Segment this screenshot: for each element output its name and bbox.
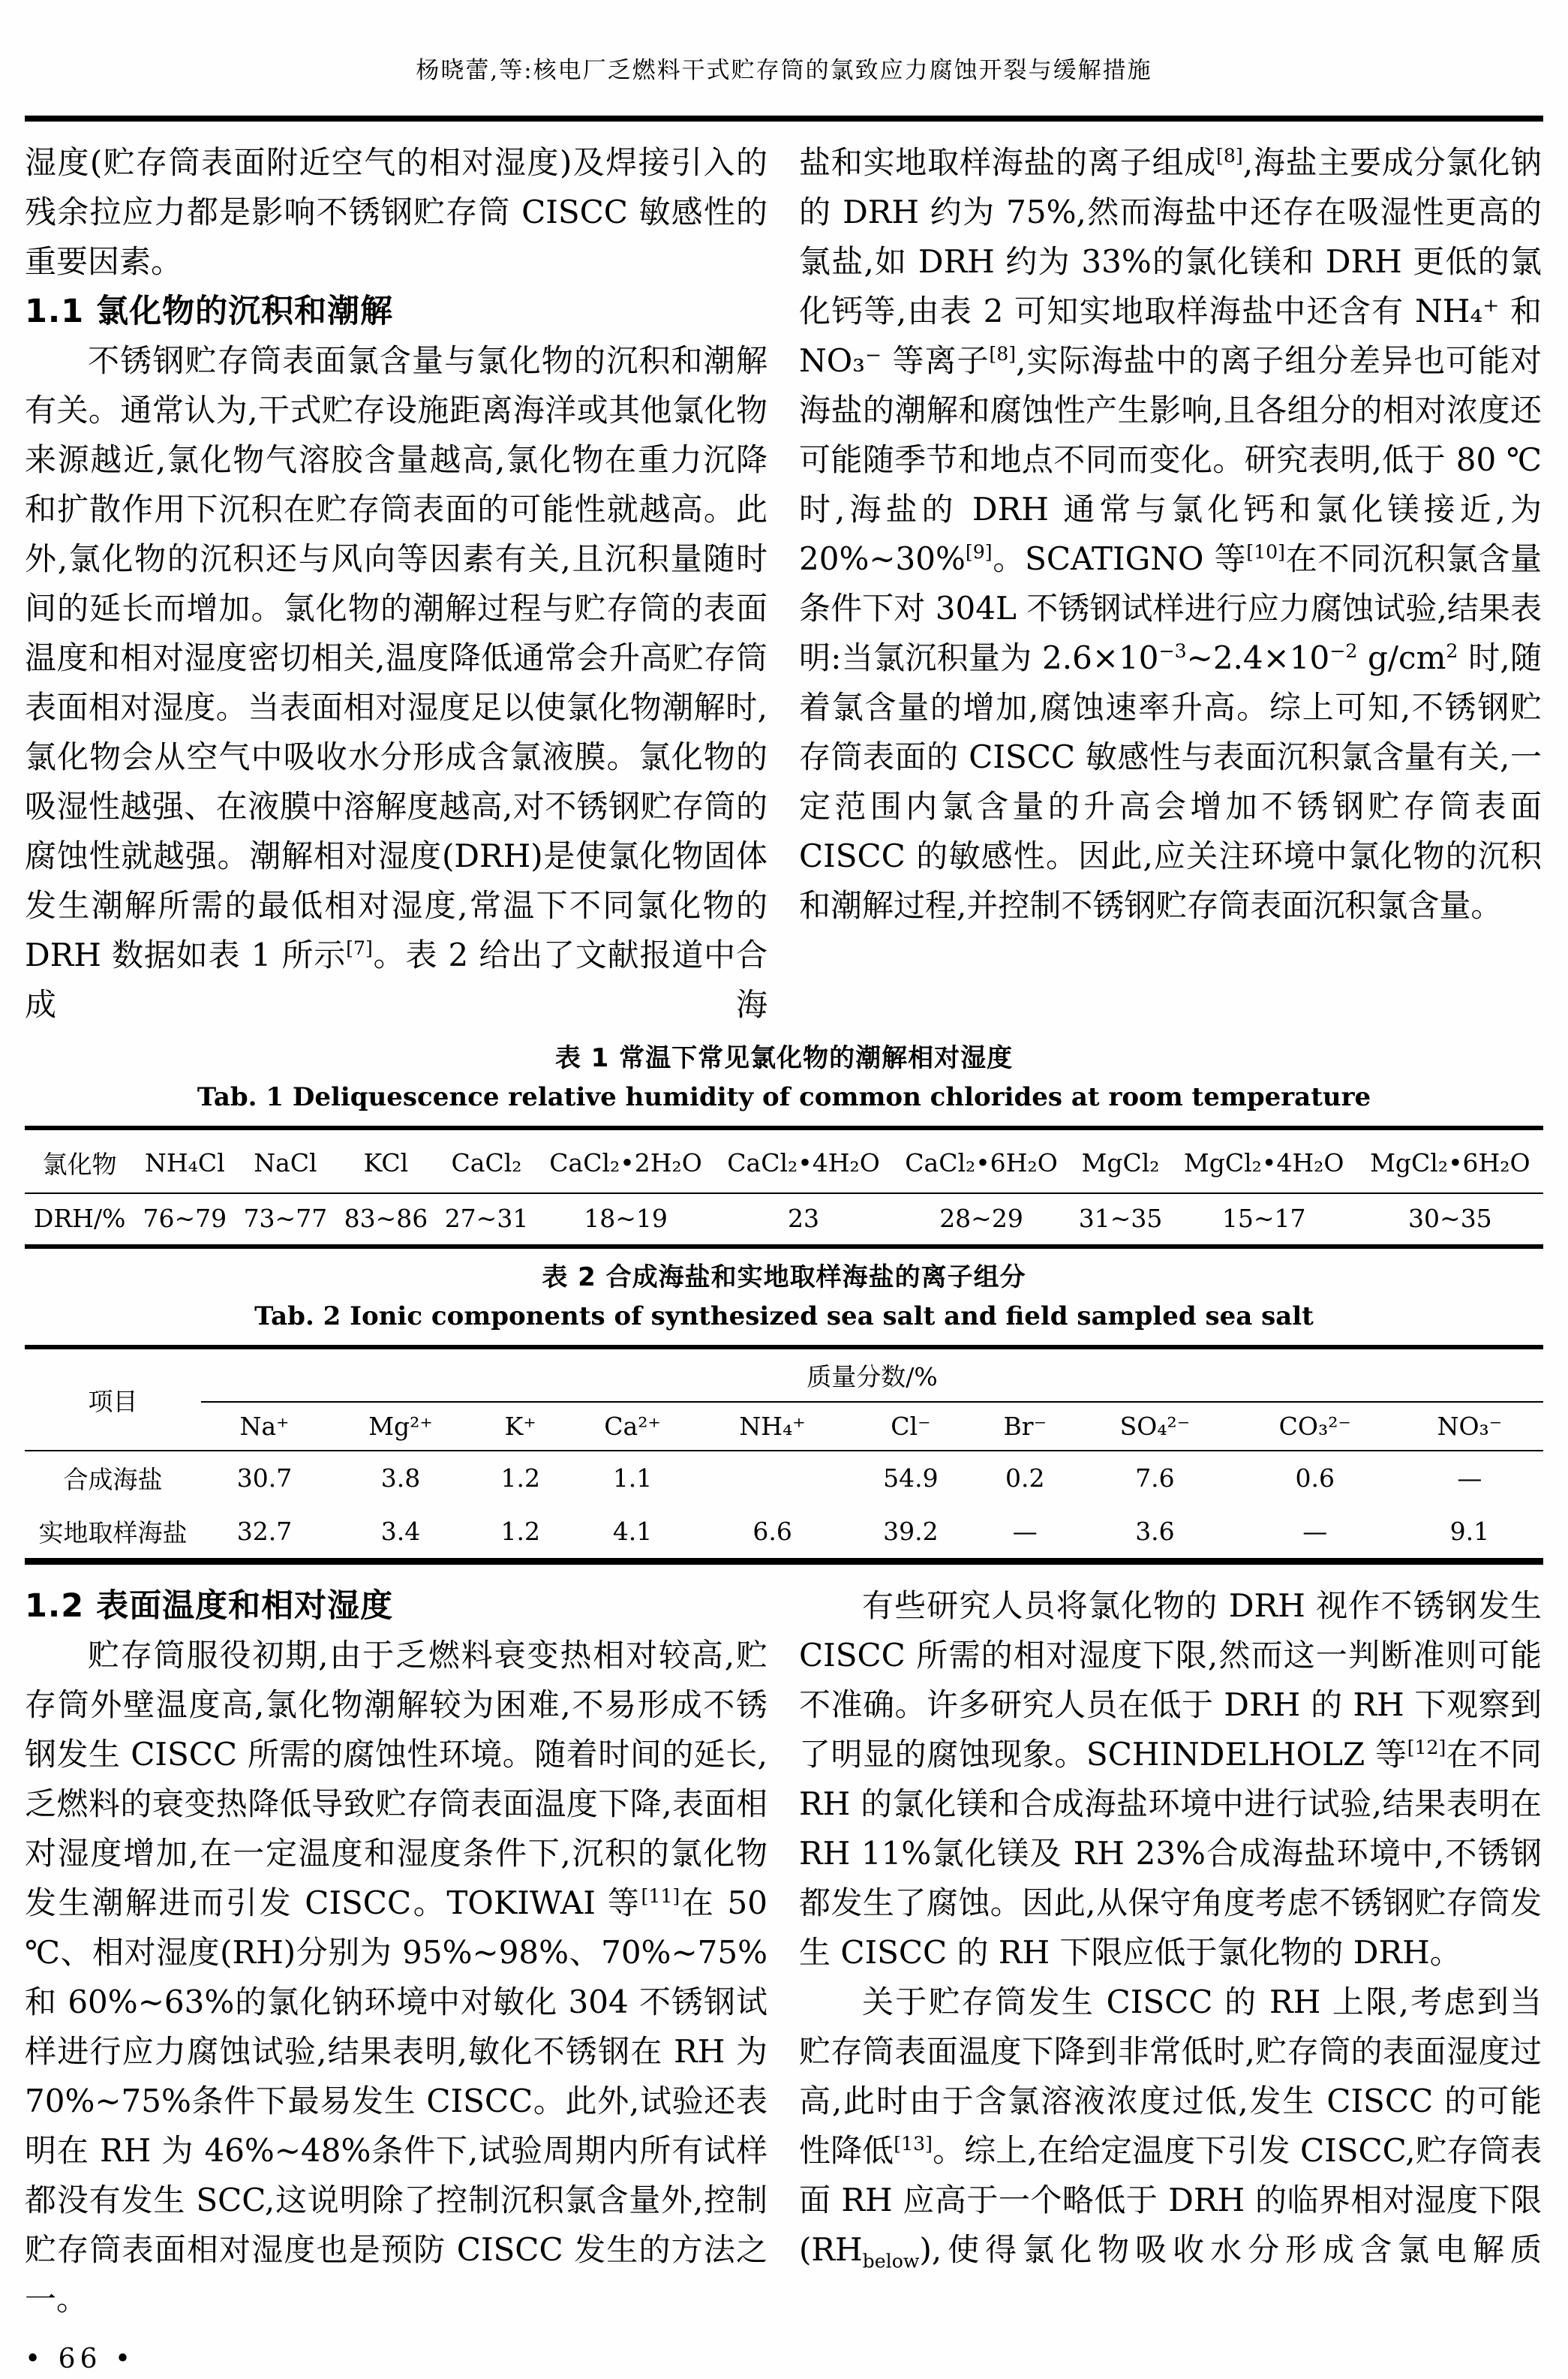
left-column-bottom bbox=[25, 1581, 767, 2324]
table-cell: MgCl₂•6H₂O bbox=[1370, 1148, 1530, 1177]
superscript-reference: [12] bbox=[1407, 1737, 1446, 1758]
table2-span-row bbox=[25, 1347, 1543, 1402]
table-cell: SO₄²⁻ bbox=[1119, 1412, 1191, 1441]
table-cell: 18~19 bbox=[584, 1204, 668, 1233]
table-cell: NH₄⁺ bbox=[739, 1412, 806, 1441]
table-cell: 54.9 bbox=[883, 1463, 939, 1493]
superscript-reference: −2 bbox=[1329, 640, 1358, 662]
table-cell: 15~17 bbox=[1221, 1204, 1306, 1233]
table-cell: 7.6 bbox=[1135, 1463, 1175, 1493]
paragraph: 不锈钢贮存筒表面氯含量与氯化物的沉积和潮解有关。通常认为,干式贮存设施距离海洋或其他氯化物来源越近,氯化物气溶胶含量越高,氯化物在重力沉降和扩散作用下沉积在贮存筒表面的可能性就越高。此外,氯化物的沉积还与风向等因素有关,且沉积量随时间的延长而增加。氯化物的潮解过程与贮存筒的表面温度和相对湿度密切相关,温度降低通常会升高贮存筒表面相对湿度。当表面相对湿度足以使氯化物潮解时,氯化物会从空气中吸收水分形成含氯液膜。氯化物的吸湿性越强、在液膜中溶解度越高,对不锈钢贮存筒的腐蚀性就越强。潮解相对湿度(DRH)是使氯化物固体发生潮解所需的最低相对湿度,常温下不同氯化物的 DRH 数据如表 1 所示[7]。表 2 给出了文献报道中合成海 bbox=[25, 342, 767, 1023]
table-cell: — bbox=[1302, 1517, 1328, 1546]
table-cell: 32.7 bbox=[236, 1517, 293, 1546]
table-cell: Mg²⁺ bbox=[368, 1412, 433, 1441]
running-header bbox=[25, 56, 1543, 122]
table-cell: NO₃⁻ bbox=[1437, 1412, 1503, 1441]
table-cell: 1.1 bbox=[612, 1463, 653, 1493]
table-cell: CaCl₂•6H₂O bbox=[905, 1148, 1058, 1177]
table-cell: 0.6 bbox=[1295, 1463, 1335, 1493]
table-cell: 30~35 bbox=[1408, 1204, 1492, 1233]
running-header-title: 杨晓蕾,等:核电厂乏燃料干式贮存筒的氯致应力腐蚀开裂与缓解措施 bbox=[416, 57, 1152, 84]
table-cell: Ca²⁺ bbox=[604, 1412, 661, 1441]
table-cell: 1.2 bbox=[500, 1517, 540, 1546]
table1-title-cn: 表 1 常温下常见氯化物的潮解相对湿度 bbox=[554, 1043, 1014, 1073]
table1 bbox=[25, 1126, 1543, 1249]
bottom-text-section bbox=[25, 1581, 1543, 2324]
table-cell: Br⁻ bbox=[1003, 1412, 1047, 1441]
table2-row-field-sampled-sea-salt bbox=[25, 1505, 1543, 1562]
right-column-bottom bbox=[799, 1581, 1542, 2324]
table-cell: 83~86 bbox=[344, 1204, 428, 1233]
table-cell: CaCl₂•2H₂O bbox=[549, 1148, 702, 1177]
table-cell: 9.1 bbox=[1449, 1517, 1490, 1546]
paragraph: 盐和实地取样海盐的离子组成[8],海盐主要成分氯化钠的 DRH 约为 75%,然而海盐中还存在吸湿性更高的氯盐,如 DRH 约为 33%的氯化镁和 DRH 更低的氯化钙等,由表 2 可知实地取样海盐中还含有 NH₄⁺ 和 NO₃⁻ 等离子[8],实际海盐中的离子组分差异也可能对海盐的潮解和腐蚀性产生影响,且各组分的相对浓度还可能随季节和地点不同而变化。研究表明,低于 80 ℃时,海盐的 DRH 通常与氯化钙和氯化镁接近,为 20%~30%[9]。SCATIGNO 等[10]在不同沉积氯含量条件下对 304L 不锈钢试样进行应力腐蚀试验,结果表明:当氯沉积量为 $2.6\times 10^{-3}\sim 2.4\times 10^{-2}$ $g/cm^2$ 时,随着氯含量的增加,腐蚀速率升高。综上可知,不锈钢贮存筒表面的 CISCC 敏感性与表面沉积氯含量有关,一定范围内氯含量的升高会增加不锈钢贮存筒表面 CISCC 的敏感性。因此,应关注环境中氯化物的沉积和潮解过程,并控制不锈钢贮存筒表面沉积氯含量。 bbox=[799, 144, 1542, 924]
paragraph: 贮存筒服役初期,由于乏燃料衰变热相对较高,贮存筒外壁温度高,氯化物潮解较为困难,不易形成不锈钢发生 CISCC 所需的腐蚀性环境。随着时间的延长,乏燃料的衰变热降低导致贮存筒表面温度下降,表面相对湿度增加,在一定温度和湿度条件下,沉积的氯化物发生潮解进而引发 CISCC。TOKIWAI 等[11]在 50 ℃、相对湿度(RH)分别为 95%~98%、70%~75%和 60%~63%的氯化钠环境中对敏化 304 不锈钢试样进行应力腐蚀试验,结果表明,敏化不锈钢在 RH 为 70%~75%条件下最易发生 CISCC。此外,试验还表明在 RH 为 46%~48%条件下,试验周期内所有试样都没有发生 SCC,这说明除了控制沉积氯含量外,控制贮存筒表面相对湿度也是预防 CISCC 发生的方法之一。 bbox=[25, 1637, 767, 2317]
table-cell: 73~77 bbox=[243, 1204, 328, 1233]
superscript-reference: [8] bbox=[1216, 145, 1243, 167]
table1-block bbox=[25, 1039, 1543, 1249]
table-cell: 1.2 bbox=[500, 1463, 540, 1493]
table-cell: 30.7 bbox=[236, 1463, 293, 1493]
right-column-top bbox=[799, 138, 1542, 1030]
table-cell: 23 bbox=[788, 1204, 820, 1233]
table-cell: 0.2 bbox=[1005, 1463, 1045, 1493]
table-cell: MgCl₂ bbox=[1081, 1148, 1160, 1177]
table2-ions-row bbox=[25, 1402, 1543, 1451]
table-cell: CO₃²⁻ bbox=[1278, 1412, 1351, 1441]
table-cell: 氯化物 bbox=[42, 1150, 117, 1179]
paragraph: 湿度(贮存筒表面附近空气的相对湿度)及焊接引入的残余拉应力都是影响不锈钢贮存筒 CISCC 敏感性的重要因素。 bbox=[25, 144, 767, 280]
table-cell: CaCl₂•4H₂O bbox=[727, 1148, 880, 1177]
table-cell: Cl⁻ bbox=[891, 1412, 931, 1441]
table-cell: 31~35 bbox=[1078, 1204, 1163, 1233]
superscript-reference: −3 bbox=[1158, 640, 1187, 662]
superscript-reference: [9] bbox=[965, 541, 993, 563]
page-number: • 66 • bbox=[25, 2344, 136, 2374]
table-cell: K⁺ bbox=[504, 1412, 536, 1441]
section-heading: 1.2 表面温度和相对湿度 bbox=[25, 1587, 394, 1625]
superscript-reference: [11] bbox=[641, 1885, 680, 1907]
table-cell: MgCl₂•4H₂O bbox=[1183, 1148, 1344, 1177]
table2-row-label: 实地取样海盐 bbox=[38, 1518, 188, 1547]
paragraph: 有些研究人员将氯化物的 DRH 视作不锈钢发生 CISCC 所需的相对湿度下限,然而这一判断准则可能不准确。许多研究人员在低于 DRH 的 RH 下观察到了明显的腐蚀现象。SCHINDELHOLZ 等[12]在不同 RH 的氯化镁和合成海盐环境中进行试验,结果表明在 RH 11%氯化镁及 RH 23%合成海盐环境中,不锈钢都发生了腐蚀。因此,从保守角度考虑不锈钢贮存筒发生 CISCC 的 RH 下限应低于氯化物的 DRH。 bbox=[799, 1587, 1542, 1971]
table2-row-synthetic-sea-salt bbox=[25, 1451, 1543, 1505]
table-cell: NH₄Cl bbox=[144, 1148, 225, 1177]
top-text-section bbox=[25, 138, 1543, 1030]
table-cell: — bbox=[1012, 1517, 1038, 1546]
header-rule bbox=[25, 116, 1543, 122]
superscript-reference: [7] bbox=[346, 937, 373, 959]
table-cell: 4.1 bbox=[612, 1517, 653, 1546]
table-cell: 3.8 bbox=[380, 1463, 421, 1493]
table-cell: Na⁺ bbox=[239, 1412, 290, 1441]
table-cell: 3.4 bbox=[380, 1517, 421, 1546]
table-cell: 76~79 bbox=[143, 1204, 227, 1233]
table-cell: 6.6 bbox=[752, 1517, 792, 1546]
table-cell: — bbox=[1457, 1463, 1482, 1493]
superscript-reference: [8] bbox=[989, 343, 1017, 365]
table-cell: 28~29 bbox=[939, 1204, 1023, 1233]
subscript-text: below bbox=[862, 2250, 920, 2272]
table-cell: NaCl bbox=[254, 1148, 317, 1177]
table-cell: 39.2 bbox=[883, 1517, 939, 1546]
table2 bbox=[25, 1345, 1543, 1565]
table-cell: CaCl₂ bbox=[451, 1148, 522, 1177]
superscript-reference: [10] bbox=[1246, 541, 1285, 563]
table-cell: DRH/% bbox=[33, 1204, 126, 1233]
table2-title-cn: 表 2 合成海盐和实地取样海盐的离子组分 bbox=[542, 1262, 1026, 1292]
superscript-reference: 2 bbox=[1446, 640, 1458, 662]
superscript-reference: [13] bbox=[894, 2133, 933, 2155]
left-column-top bbox=[25, 138, 767, 1030]
table1-header-row bbox=[25, 1128, 1543, 1193]
table1-title-en: Tab. 1 Deliquescence relative humidity of common chlorides at room temperature bbox=[197, 1082, 1371, 1112]
table2-row-label: 合成海盐 bbox=[63, 1465, 163, 1494]
table-cell bbox=[698, 1451, 848, 1505]
page-footer bbox=[25, 2344, 1543, 2374]
table2-title-en: Tab. 2 Ionic components of synthesized sea salt and field sampled sea salt bbox=[254, 1301, 1314, 1331]
table-cell: 3.6 bbox=[1135, 1517, 1175, 1546]
table2-mass-fraction-header: 质量分数/% bbox=[201, 1347, 1543, 1402]
table-cell: KCl bbox=[363, 1148, 409, 1177]
section-heading: 1.1 氯化物的沉积和潮解 bbox=[25, 293, 394, 330]
table1-data-row bbox=[25, 1193, 1543, 1247]
paragraph: 关于贮存筒发生 CISCC 的 RH 上限,考虑到当贮存筒表面温度下降到非常低时,贮存筒的表面湿度过高,此时由于含氯溶液浓度过低,发生 CISCC 的可能性降低[13]。综上,在给定温度下引发 CISCC,贮存筒表面 RH 应高于一个略低于 DRH 的临界相对湿度下限$(RH_{below})$,使得氯化物吸收水分形成含氯电解质 bbox=[799, 1984, 1542, 2272]
table-cell: 27~31 bbox=[444, 1204, 529, 1233]
table2-item-header: 项目 bbox=[88, 1386, 138, 1416]
table2-block bbox=[25, 1258, 1543, 1565]
